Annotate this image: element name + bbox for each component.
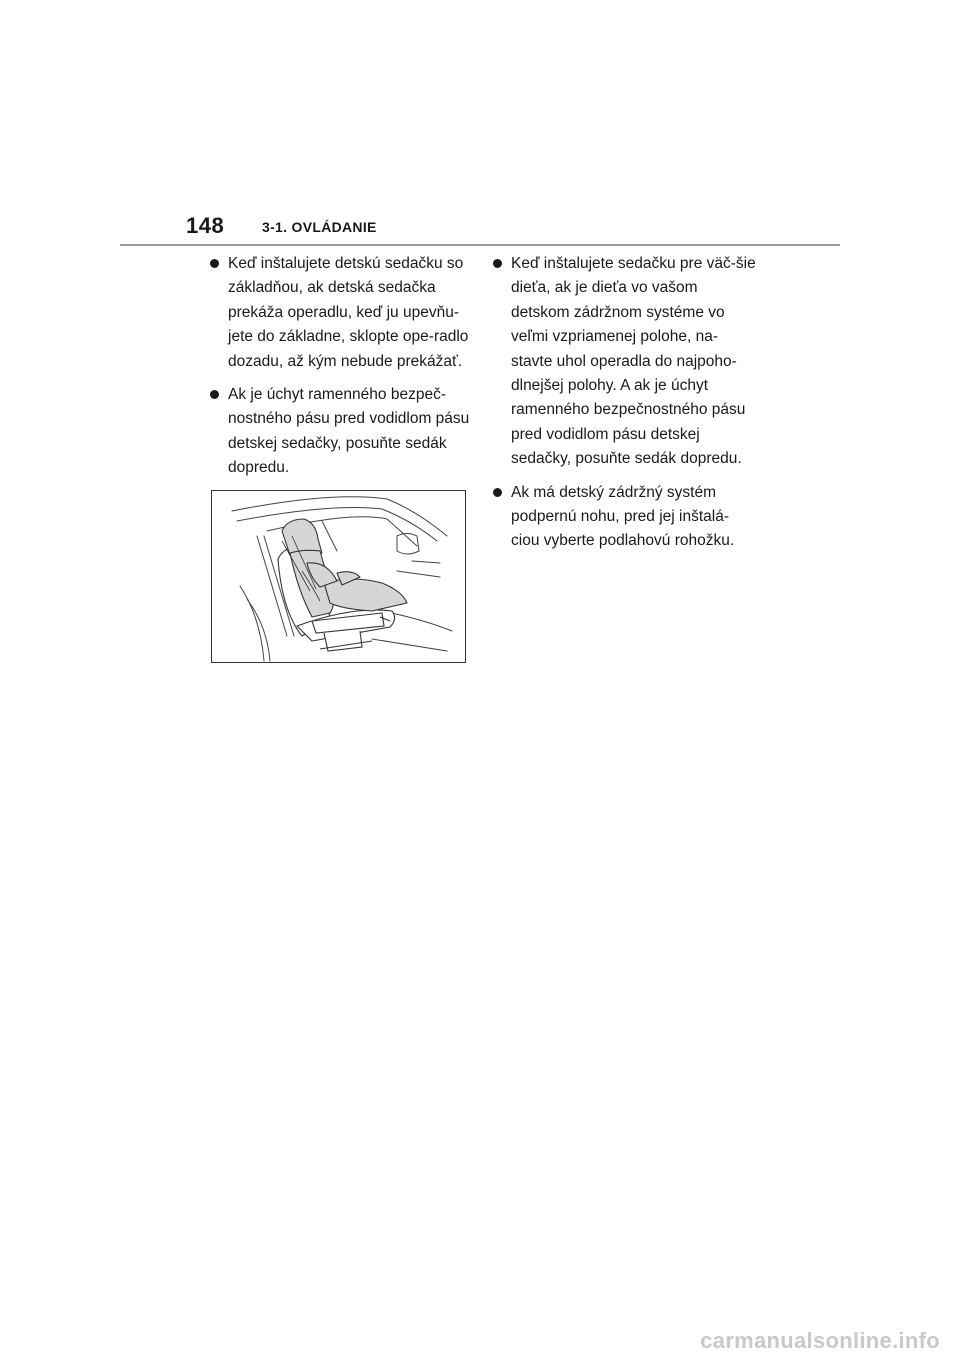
list-item-text: Keď inštalujete sedačku pre väč-šie dieťa, ak je dieťa vo vašom detskom zádržnom systéme vo veľmi vzpriamenej polohe, na-stavte uhol operadla do najpoho-dlnejšej polohy. A ak je úchyt ramenného bezpečnostného pásu pred vodidlom pásu detskej sedačky, posuňte sedák dopredu.: [511, 255, 756, 468]
child-seat-illustration: [211, 490, 466, 663]
list-item: [491, 481, 756, 554]
bullet-icon: [493, 488, 502, 497]
header-divider: [120, 244, 840, 246]
bullet-icon: [210, 390, 219, 399]
list-item-text: Keď inštalujete detskú sedačku so základňou, ak detská sedačka prekáža operadlu, keď ju upevňu-jete do základne, sklopte ope-radlo dozadu, až kým nebude prekážať.: [228, 255, 469, 370]
left-column: [208, 252, 473, 490]
list-item: [491, 252, 756, 472]
watermark: carmanualsonline.info: [700, 1328, 940, 1353]
bullet-icon: [210, 259, 219, 268]
page-number: 148: [186, 213, 225, 238]
list-item: [208, 383, 473, 481]
child-seat-drawing: [212, 491, 466, 663]
section-title: 3-1. OVLÁDANIE: [262, 219, 377, 235]
list-item: [208, 252, 473, 374]
list-item-text: Ak je úchyt ramenného bezpeč-nostného pásu pred vodidlom pásu detskej sedačky, posuňte sedák dopredu.: [228, 386, 470, 477]
right-bullet-list: [491, 252, 756, 554]
list-item-text: Ak má detský zádržný systém podpernú nohu, pred jej inštalá-ciou vyberte podlahovú rohožku.: [511, 483, 735, 550]
left-bullet-list: [208, 252, 473, 481]
right-column: [491, 252, 756, 563]
bullet-icon: [493, 259, 502, 268]
